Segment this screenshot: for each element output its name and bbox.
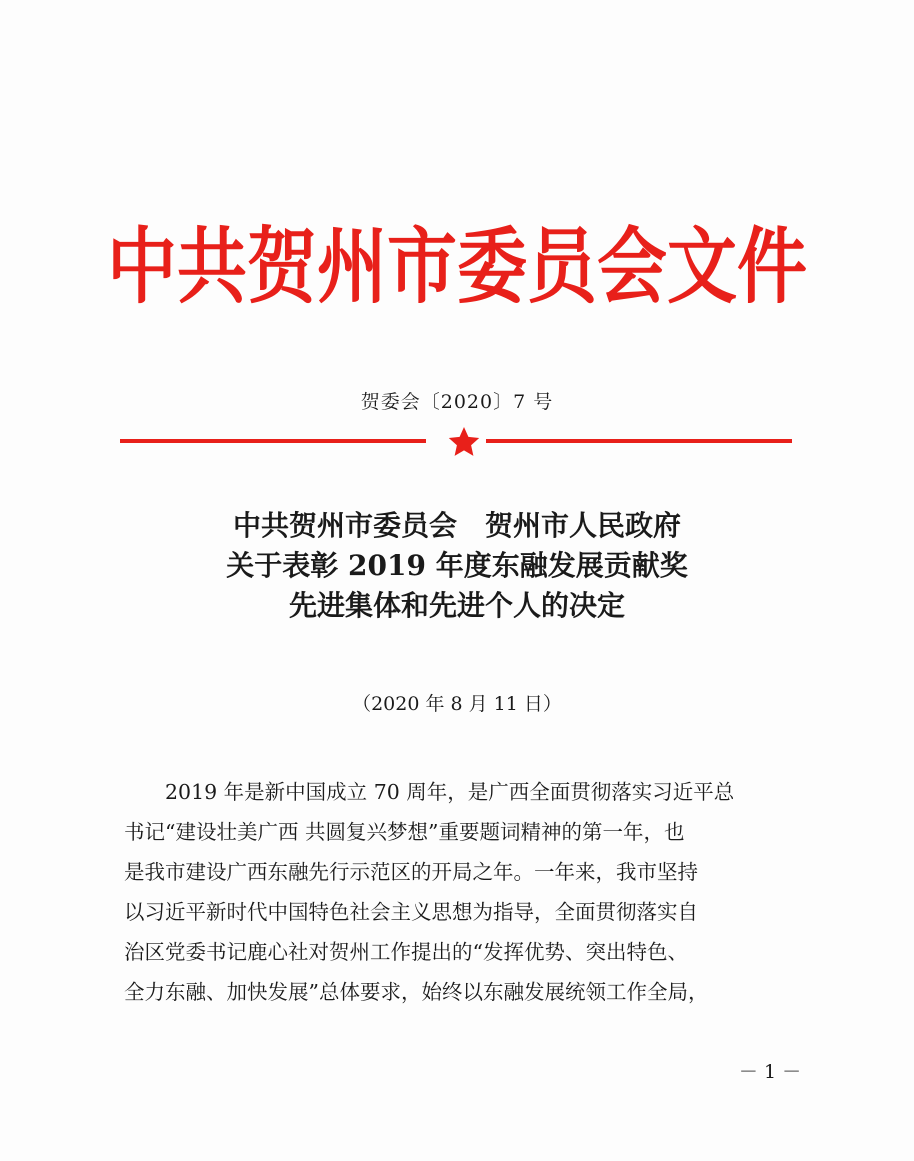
red-divider — [120, 426, 792, 456]
body-line: 全力东融、加快发展”总体要求，始终以东融发展统领工作全局， — [124, 980, 709, 1004]
masthead-title: 中共贺州市委员会文件 — [107, 218, 807, 316]
document-masthead — [0, 196, 914, 338]
divider-line-left — [120, 439, 426, 443]
body-line: 是我市建设广西东融先行示范区的开局之年。一年来，我市坚持 — [124, 860, 698, 884]
title-line: 先进集体和先进个人的决定 — [288, 589, 625, 622]
document-title — [0, 506, 914, 626]
body-paragraph — [124, 772, 800, 1012]
title-line: 中共贺州市委员会 贺州市人民政府 — [232, 509, 681, 542]
body-line: 以习近平新时代中国特色社会主义思想为指导，全面贯彻落实自 — [124, 900, 698, 924]
document-date: （2020 年 8 月 11 日） — [352, 693, 562, 715]
body-line: 治区党委书记鹿心社对贺州工作提出的“发挥优势、突出特色、 — [124, 940, 688, 964]
star-icon — [449, 427, 479, 456]
body-line: 书记“建设壮美广西 共圆复兴梦想”重要题词精神的第一年，也 — [124, 820, 685, 844]
body-line: 2019 年是新中国成立 70 周年，是广西全面贯彻落实习近平总 — [124, 780, 735, 804]
divider-line-right — [486, 439, 792, 443]
document-number: 贺委会〔2020〕7 号 — [360, 391, 554, 413]
title-line: 关于表彰 2019 年度东融发展贡献奖 — [226, 549, 688, 582]
page-number: － 1 － — [738, 1061, 802, 1083]
